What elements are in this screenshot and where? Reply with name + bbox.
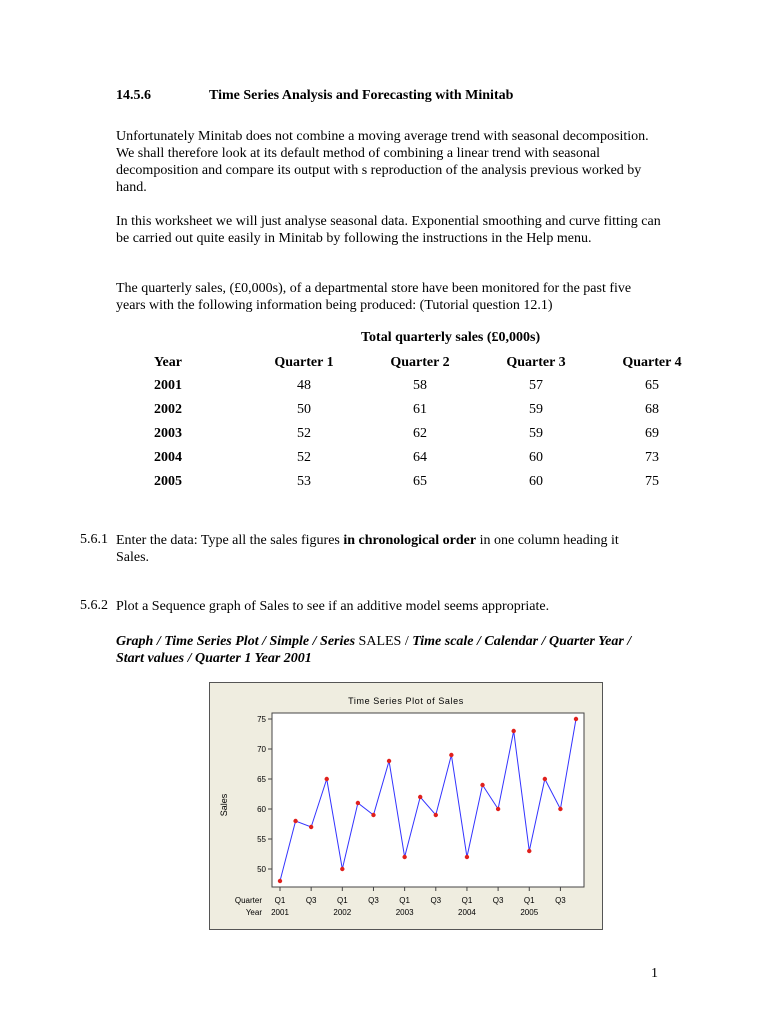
data-point xyxy=(511,729,515,733)
data-point xyxy=(325,777,329,781)
value-cell: 69 xyxy=(645,426,659,441)
data-point xyxy=(387,759,391,763)
table-row xyxy=(116,470,710,494)
value-cell: 62 xyxy=(413,426,427,441)
data-point xyxy=(309,825,313,829)
data-description-paragraph: The quarterly sales, (£0,000s), of a departmental store have been monitored for the past five years with the following information being produced: (Tutorial question 12.1) xyxy=(116,281,632,313)
step-1-post: in one column heading it Sales. xyxy=(116,533,619,565)
value-cell: 65 xyxy=(645,378,659,393)
x-tick-label: Q3 xyxy=(430,896,442,905)
time-series-chart xyxy=(209,682,603,930)
data-point xyxy=(418,795,422,799)
x-axis xyxy=(235,887,566,917)
year-tick-label: 2004 xyxy=(458,908,476,917)
year-cell: 2001 xyxy=(154,378,182,393)
data-point xyxy=(574,717,578,721)
data-point xyxy=(449,753,453,757)
y-axis-label: Sales xyxy=(219,793,229,817)
data-point xyxy=(356,801,360,805)
year-cell: 2002 xyxy=(154,402,182,417)
value-cell: 59 xyxy=(529,426,543,441)
x-tick-label: Q1 xyxy=(274,896,286,905)
year-cell: 2004 xyxy=(154,450,182,465)
step-number-2: 5.6.2 xyxy=(80,598,108,613)
step-1-text xyxy=(116,532,636,566)
x-tick-label: Q1 xyxy=(399,896,410,905)
data-point xyxy=(465,855,469,859)
data-point xyxy=(402,855,406,859)
y-tick-label: 70 xyxy=(257,745,266,754)
page-title: Time Series Analysis and Forecasting with Minitab xyxy=(209,88,514,103)
chart-svg xyxy=(210,683,602,929)
value-cell: 52 xyxy=(297,450,311,465)
data-point xyxy=(558,807,562,811)
chart-title: Time Series Plot of Sales xyxy=(348,696,464,706)
year-cell: 2005 xyxy=(154,474,182,489)
step-1-emphasis: in chronological order xyxy=(343,533,477,548)
page-number: 1 xyxy=(651,966,658,981)
x-tick-label: Q1 xyxy=(461,896,473,905)
table-row xyxy=(116,446,710,470)
value-cell: 64 xyxy=(413,450,427,465)
value-cell: 75 xyxy=(645,474,659,489)
table-caption: Total quarterly sales (£0,000s) xyxy=(361,330,541,345)
x-tick-label: Q3 xyxy=(305,896,317,905)
value-cell: 68 xyxy=(645,402,659,417)
value-cell: 61 xyxy=(413,402,427,417)
data-point xyxy=(527,849,531,853)
value-cell: 57 xyxy=(529,378,543,393)
year-tick-label: 2001 xyxy=(271,908,289,917)
year-tick-label: 2005 xyxy=(520,908,539,917)
year-tick-label: 2002 xyxy=(333,908,352,917)
table-row xyxy=(116,374,710,398)
data-point xyxy=(480,783,484,787)
x-tick-label: Q1 xyxy=(336,896,348,905)
value-cell: 59 xyxy=(529,402,543,417)
instruction-part-3: Time scale / Calendar / Quarter Year / Start values / Quarter 1 Year 2001 xyxy=(116,634,632,666)
data-point xyxy=(340,867,344,871)
data-point xyxy=(371,813,375,817)
header-quarter-4: Quarter 4 xyxy=(622,355,682,370)
year-row-label: Year xyxy=(245,908,262,917)
y-tick-label: 55 xyxy=(257,835,266,844)
data-point xyxy=(434,813,438,817)
intro-paragraph: Unfortunately Minitab does not combine a moving average trend with seasonal decomposition. We shall therefore look at its default method of combining a linear trend with seasonal decomposition and compare its output with s reproduction of the analysis previous worked by hand. xyxy=(116,129,649,195)
header-quarter-1: Quarter 1 xyxy=(274,355,334,370)
y-tick-label: 75 xyxy=(257,715,266,724)
y-axis xyxy=(257,715,272,874)
worksheet-paragraph: In this worksheet we will just analyse seasonal data. Exponential smoothing and curve fitting can be carried out quite easily in Minitab by following the instructions in the Help menu. xyxy=(116,214,661,246)
plot-area xyxy=(272,713,584,887)
year-tick-label: 2003 xyxy=(395,908,414,917)
instruction-part-1: Graph / Time Series Plot / Simple / Series xyxy=(116,634,356,649)
table-header-row xyxy=(116,352,710,374)
minitab-instruction xyxy=(116,633,661,667)
header-quarter-2: Quarter 2 xyxy=(390,355,450,370)
section-number: 14.5.6 xyxy=(116,88,151,103)
instruction-part-2: SALES / xyxy=(355,634,413,649)
step-1-pre: Enter the data: Type all the sales figures xyxy=(116,533,344,548)
x-tick-label: Q3 xyxy=(492,896,504,905)
x-tick-label: Q3 xyxy=(368,896,379,905)
value-cell: 53 xyxy=(297,474,311,489)
year-cell: 2003 xyxy=(154,426,182,441)
x-tick-label: Q3 xyxy=(555,896,566,905)
quarter-row-label: Quarter xyxy=(234,896,262,905)
x-tick-label: Q1 xyxy=(523,896,535,905)
data-point xyxy=(293,819,297,823)
value-cell: 58 xyxy=(413,378,427,393)
header-quarter-3: Quarter 3 xyxy=(506,355,566,370)
y-tick-label: 65 xyxy=(257,775,266,784)
value-cell: 50 xyxy=(297,402,311,417)
y-tick-label: 50 xyxy=(257,865,266,874)
header-year: Year xyxy=(154,355,182,370)
value-cell: 60 xyxy=(529,450,543,465)
step-2-text: Plot a Sequence graph of Sales to see if an additive model seems appropriate. xyxy=(116,599,550,614)
step-number-1: 5.6.1 xyxy=(80,532,108,547)
data-point xyxy=(278,879,282,883)
value-cell: 65 xyxy=(413,474,427,489)
value-cell: 48 xyxy=(297,378,311,393)
value-cell: 52 xyxy=(297,426,311,441)
value-cell: 60 xyxy=(529,474,543,489)
sales-table xyxy=(116,352,710,494)
data-point xyxy=(496,807,500,811)
value-cell: 73 xyxy=(645,450,659,465)
table-row xyxy=(116,422,710,446)
y-tick-label: 60 xyxy=(257,805,266,814)
table-row xyxy=(116,398,710,422)
data-point xyxy=(543,777,547,781)
